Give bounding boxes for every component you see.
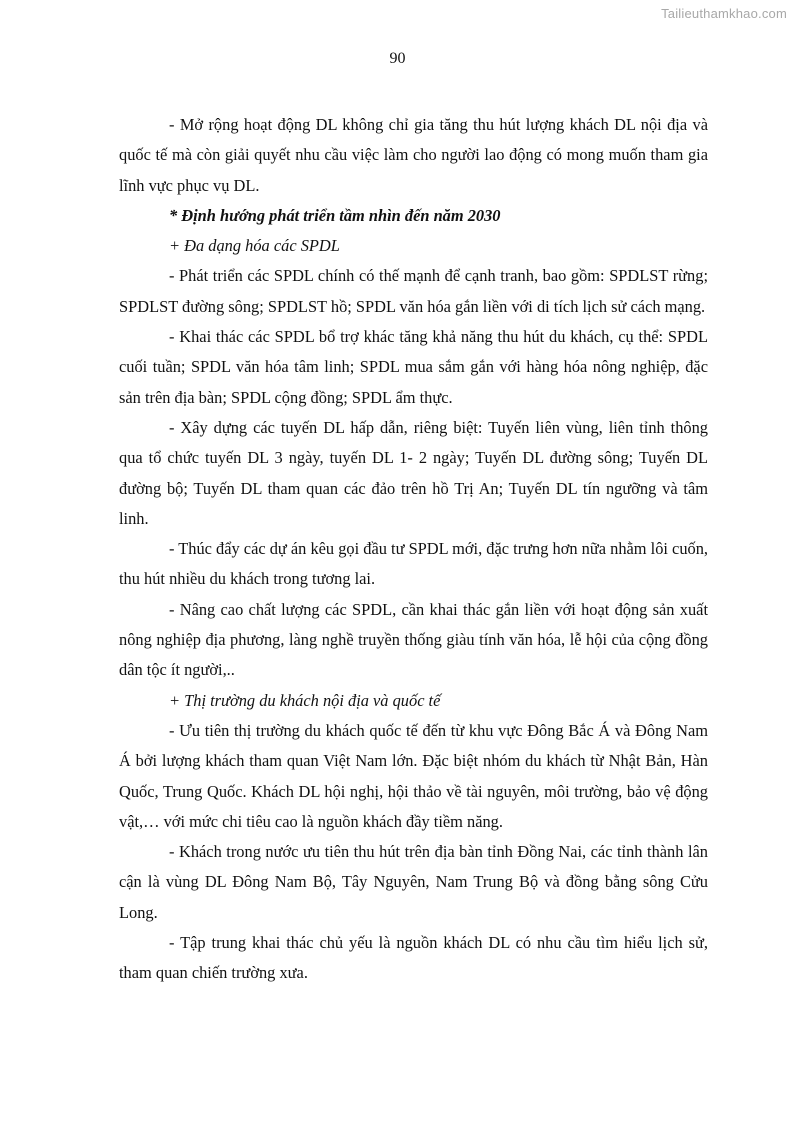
paragraph-expand-tourism: - Mở rộng hoạt động DL không chỉ gia tăng thu hút lượng khách DL nội địa và quốc tế mà còn giải quyết nhu cầu việc làm cho người lao động có mong muốn tham gia lĩnh vực phục vụ DL. bbox=[119, 115, 708, 195]
body-text bbox=[119, 110, 708, 989]
paragraph-domestic-market: - Khách trong nước ưu tiên thu hút trên địa bàn tỉnh Đồng Nai, các tỉnh thành lân cận là vùng DL Đông Nam Bộ, Tây Nguyên, Nam Trung Bộ và đồng bằng sông Cửu Long. bbox=[119, 842, 708, 922]
watermark-text: Tailieuthamkhao.com bbox=[661, 6, 787, 21]
paragraph-international-market: - Ưu tiên thị trường du khách quốc tế đến từ khu vực Đông Bắc Á và Đông Nam Á bởi lượng khách tham quan Việt Nam lớn. Đặc biệt nhóm du khách từ Nhật Bản, Hàn Quốc, Trung Quốc. Khách DL hội nghị, hội thảo về tài nguyên, môi trường, bảo vệ động vật,… với mức chi tiêu cao là nguồn khách đầy tiềm năng. bbox=[119, 720, 708, 831]
paragraph-main-products: - Phát triển các SPDL chính có thế mạnh để cạnh tranh, bao gồm: SPDLST rừng; SPDLST đường sông; SPDLST hồ; SPDL văn hóa gắn liền với di tích lịch sử cách mạng. bbox=[119, 266, 708, 316]
heading-orientation-2030: * Định hướng phát triển tầm nhìn đến năm 2030 bbox=[169, 205, 501, 225]
paragraph-history-tourism: - Tập trung khai thác chủ yếu là nguồn khách DL có nhu cầu tìm hiểu lịch sử, tham quan chiến trường xưa. bbox=[119, 933, 708, 983]
paragraph-supplementary-products: - Khai thác các SPDL bổ trợ khác tăng khả năng thu hút du khách, cụ thể: SPDL cuối tuần; SPDL văn hóa tâm linh; SPDL mua sắm gắn với hàng hóa nông nghiệp, đặc sản trên địa bàn; SPDL cộng đồng; SPDL ẩm thực. bbox=[119, 327, 708, 407]
paragraph-investment: - Thúc đẩy các dự án kêu gọi đầu tư SPDL mới, đặc trưng hơn nữa nhằm lôi cuốn, thu hút nhiều du khách trong tương lai. bbox=[119, 539, 709, 589]
subheading-tourist-market: + Thị trường du khách nội địa và quốc tế bbox=[169, 690, 441, 710]
paragraph-tour-routes: - Xây dựng các tuyến DL hấp dẫn, riêng biệt: Tuyến liên vùng, liên tỉnh thông qua tổ chức tuyến DL 3 ngày, tuyến DL 1- 2 ngày; Tuyến DL đường sông; Tuyến DL đường bộ; Tuyến DL tham quan các đảo trên hồ Trị An; Tuyến DL tín ngưỡng và tâm linh. bbox=[119, 417, 708, 528]
page-number: 90 bbox=[389, 50, 406, 67]
paragraph-quality: - Nâng cao chất lượng các SPDL, cần khai thác gắn liền với hoạt động sản xuất nông nghiệp địa phương, làng nghề truyền thống giàu tính văn hóa, lễ hội của cộng đồng dân tộc ít người,.. bbox=[119, 599, 708, 680]
subheading-diversify-products: + Đa dạng hóa các SPDL bbox=[169, 236, 340, 256]
